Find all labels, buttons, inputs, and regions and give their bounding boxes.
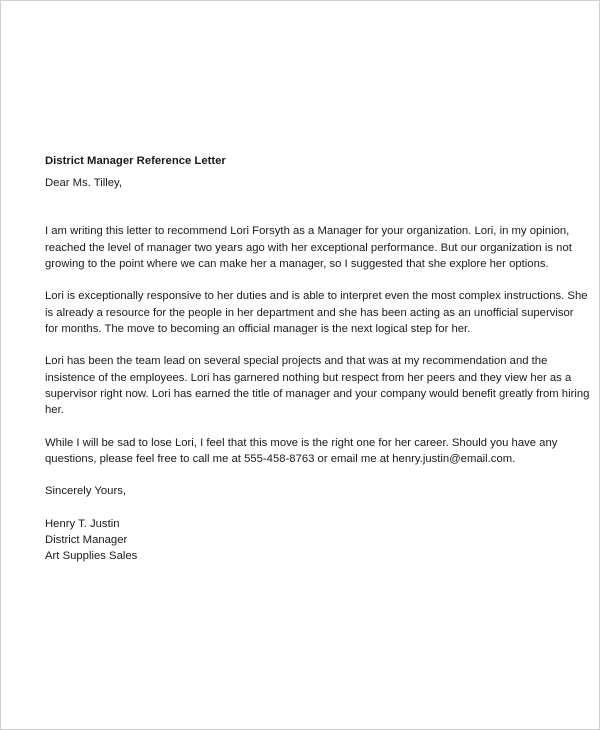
paragraph-line: While I will be sad to lose Lori, I feel that this move is the right one for her career. Should you have any	[45, 436, 558, 449]
paragraph-line: reached the level of manager two years ago with her exceptional performance. But our organization is not	[45, 241, 572, 254]
paragraph-line: her.	[45, 404, 64, 417]
letter-title: District Manager Reference Letter	[45, 155, 226, 167]
letter-closing: Sincerely Yours,	[45, 485, 127, 498]
paragraph-line: Lori has been the team lead on several special projects and that was at my recommendation and the	[45, 355, 548, 368]
paragraph-line: questions, please feel free to call me at 555-458-8763 or email me at henry.justin@email.com.	[45, 452, 516, 465]
paragraph-line: is already a resource for the people in her department and she has been acting as an unofficial supervisor	[45, 306, 574, 319]
paragraph-line: for months. The move to becoming an official manager is the next logical step for her.	[45, 322, 471, 335]
paragraph-1	[45, 223, 577, 272]
paragraph-line: I am writing this letter to recommend Lori Forsyth as a Manager for your organization. Lori, in my opinion,	[45, 225, 570, 238]
signature-company: Art Supplies Sales	[45, 550, 138, 563]
paragraph-line: insistence of the employees. Lori has garnered nothing but respect from her peers and they view her as a	[45, 371, 572, 384]
paragraph-4	[45, 435, 577, 467]
paragraph-line: Lori is exceptionally responsive to her duties and is able to interpret even the most complex instructions. She	[45, 290, 588, 303]
paragraph-line: growing to the point where we can make her a manager, so I suggested that she explore her options.	[45, 257, 549, 270]
signature-block	[45, 516, 577, 565]
paragraph-line: supervisor right now. Lori has earned the title of manager and your company would benefit greatly from hiring	[45, 387, 590, 400]
letter-body	[45, 153, 590, 565]
paragraph-3	[45, 353, 590, 418]
letter-salutation: Dear Ms. Tilley,	[45, 177, 122, 190]
signature-name: Henry T. Justin	[45, 518, 120, 530]
signature-position: District Manager	[45, 534, 128, 547]
paragraph-2	[45, 288, 588, 337]
